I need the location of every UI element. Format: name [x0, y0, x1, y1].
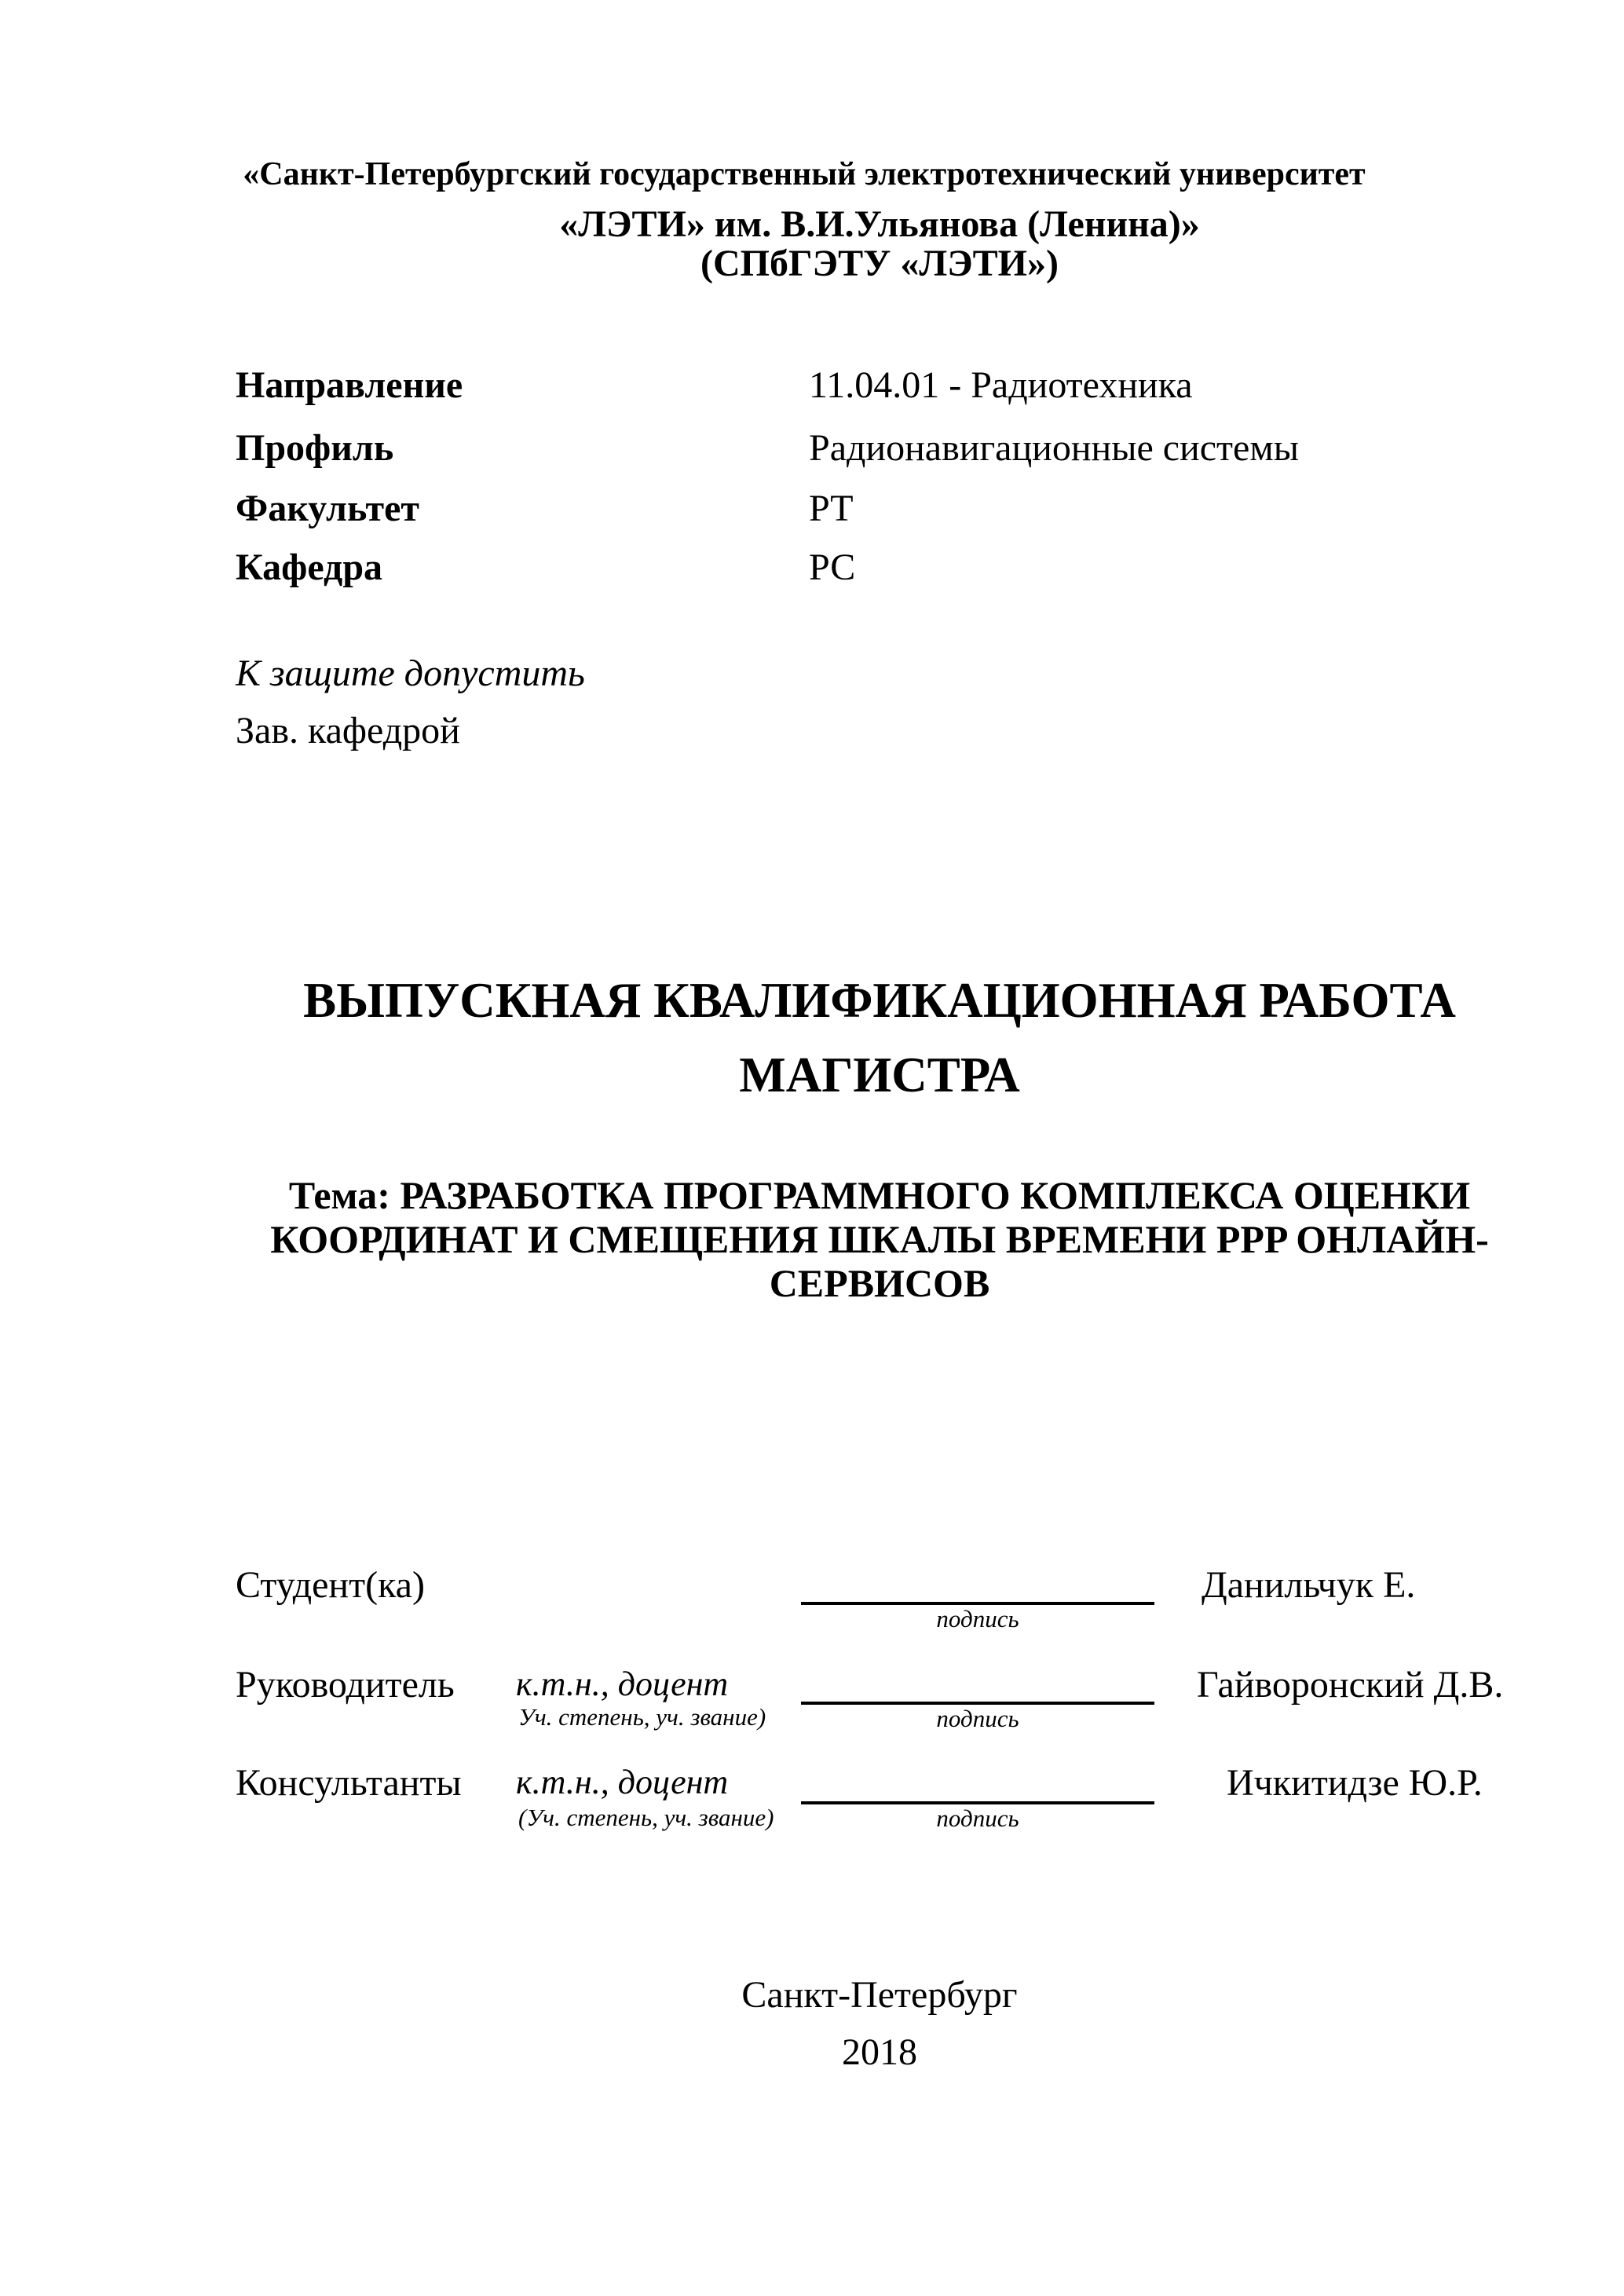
signer-role-consultant: Консультанты	[236, 1762, 462, 1804]
field-value-profile: Радионавигационные системы	[809, 427, 1299, 469]
university-name-line1: «Санкт-Петербургский государственный электротехнический университет	[243, 156, 1366, 192]
admission-statement: К защите допустить	[236, 653, 585, 694]
thesis-theme: Тема: РАЗРАБОТКА ПРОГРАММНОГО КОМПЛЕКСА ОЦЕНКИ КООРДИНАТ И СМЕЩЕНИЯ ШКАЛЫ ВРЕМЕНИ PPP ОНЛАЙН-СЕРВИСОВ	[270, 1173, 1489, 1305]
signer-role-supervisor: Руководитель	[236, 1664, 455, 1706]
signer-degree-supervisor: к.т.н., доцент	[516, 1665, 729, 1703]
signature-caption-consultant: подпись	[936, 1804, 1019, 1832]
work-title-line1: ВЫПУСКНАЯ КВАЛИФИКАЦИОННАЯ РАБОТА	[303, 973, 1456, 1028]
city-label: Санкт-Петербург	[741, 1974, 1018, 2016]
signer-name-supervisor: Гайворонский Д.В.	[1197, 1664, 1504, 1706]
signer-role-student: Студент(ка)	[236, 1564, 425, 1606]
signer-name-consultant: Ичкитидзе Ю.Р.	[1227, 1762, 1483, 1804]
work-title-line2: МАГИСТРА	[739, 1047, 1020, 1102]
signer-degree-consultant: к.т.н., доцент	[516, 1763, 729, 1801]
year-label: 2018	[842, 2031, 917, 2073]
field-value-faculty: РТ	[809, 488, 854, 529]
signature-caption-student: подпись	[936, 1605, 1019, 1632]
field-label-department: Кафедра	[236, 547, 383, 588]
degree-caption-supervisor: Уч. степень, уч. звание)	[518, 1703, 766, 1731]
field-value-direction: 11.04.01 - Радиотехника	[809, 364, 1193, 406]
department-head-label: Зав. кафедрой	[236, 710, 460, 751]
university-abbreviation: (СПбГЭТУ «ЛЭТИ»)	[700, 243, 1059, 284]
field-label-direction: Направление	[236, 364, 463, 406]
field-value-department: РС	[809, 547, 856, 588]
signature-caption-supervisor: подпись	[936, 1705, 1019, 1732]
field-label-faculty: Факультет	[236, 488, 419, 529]
university-name-line2: «ЛЭТИ» им. В.И.Ульянова (Ленина)»	[559, 203, 1200, 245]
degree-caption-consultant: (Уч. степень, уч. звание)	[518, 1804, 774, 1831]
signer-name-student: Данильчук Е.	[1202, 1564, 1416, 1606]
field-label-profile: Профиль	[236, 427, 394, 469]
